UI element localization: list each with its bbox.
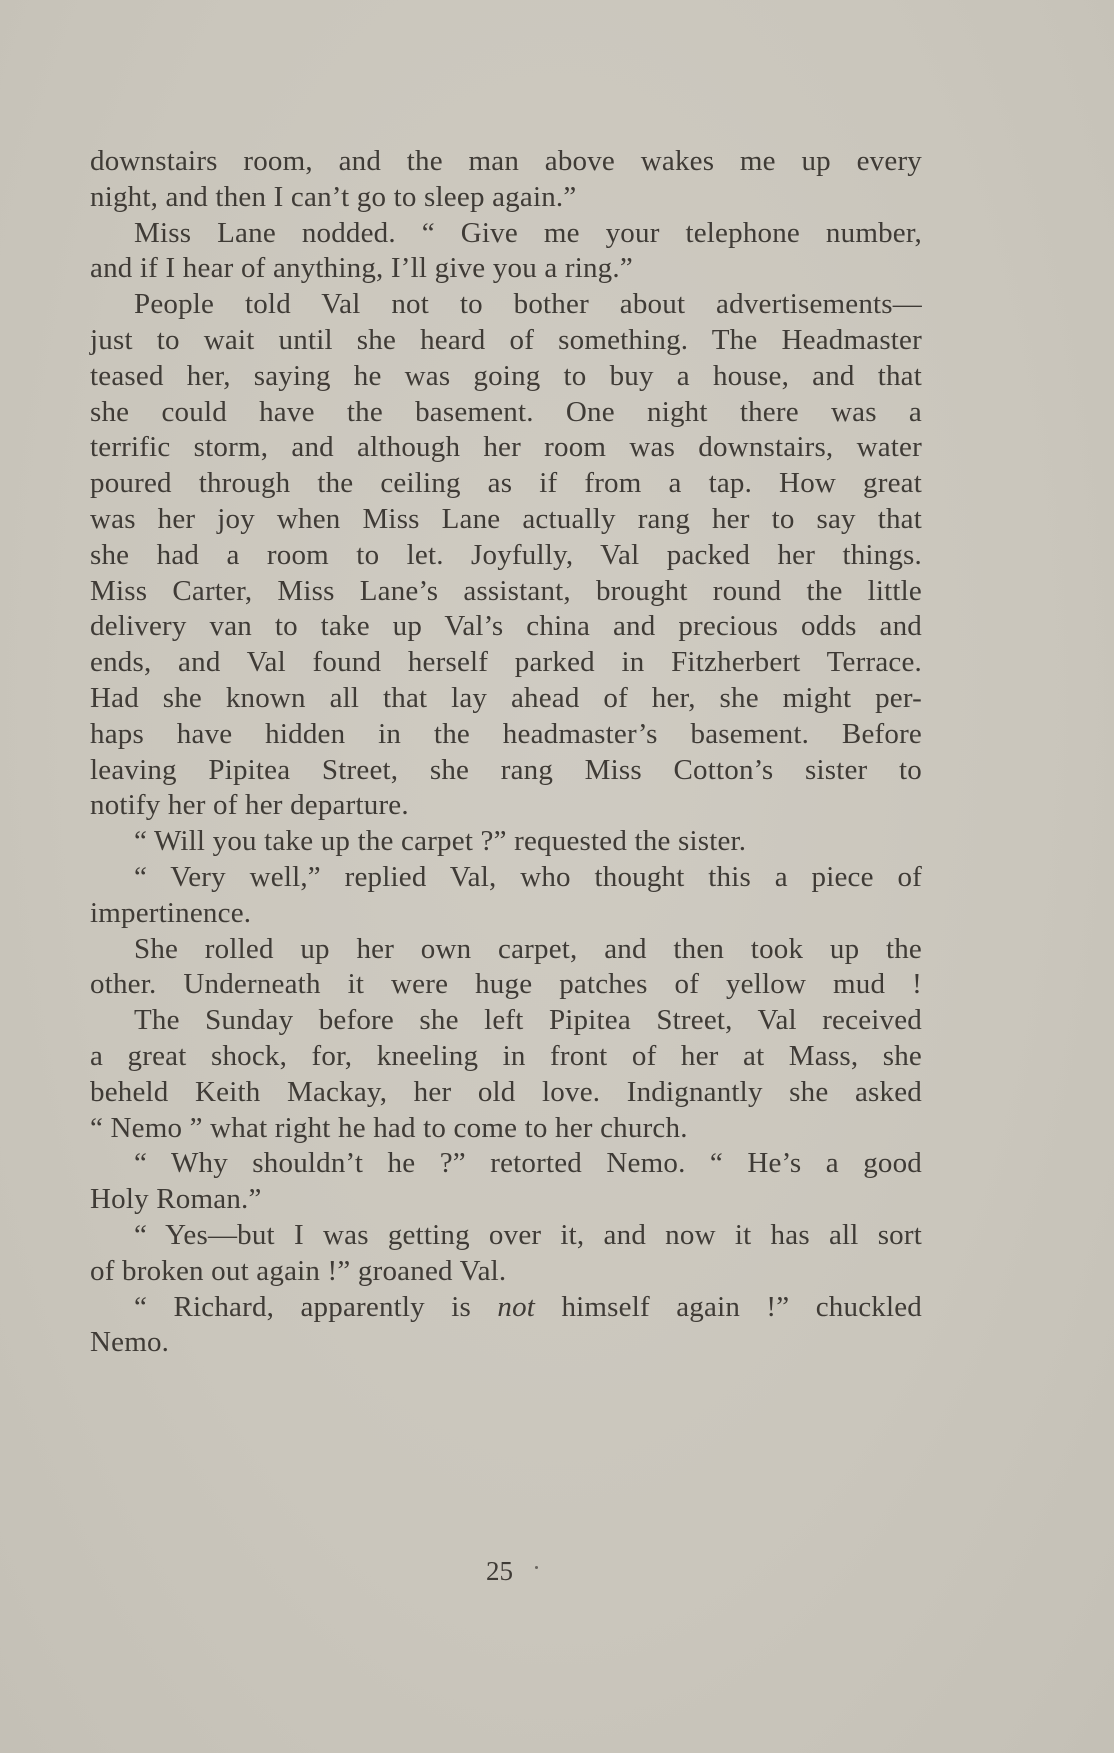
text-line: was her joy when Miss Lane actually rang her to say that	[90, 502, 922, 535]
text-line: “ Yes—but I was getting over it, and now it has all sort	[134, 1218, 922, 1251]
text-line: night, and then I can’t go to sleep again.”	[90, 180, 577, 213]
text-line: she could have the basement. One night there was a	[90, 395, 922, 428]
text-line: notify her of her departure.	[90, 789, 409, 822]
text-line: ends, and Val found herself parked in Fitzherbert Terrace.	[90, 646, 922, 679]
text-line: other. Underneath it were huge patches of yellow mud !	[90, 968, 922, 1001]
text-line: of broken out again !” groaned Val.	[90, 1254, 507, 1287]
body-text	[90, 144, 922, 1361]
text-line	[90, 1290, 922, 1326]
text-segment: “ Richard, apparently is	[134, 1290, 472, 1323]
text-line: Had she known all that lay ahead of her, she might per-	[90, 681, 922, 714]
text-line: poured through the ceiling as if from a tap. How great	[90, 467, 922, 500]
text-line: downstairs room, and the man above wakes me up every	[90, 145, 922, 177]
text-line: “ Nemo ” what right he had to come to her church.	[90, 1111, 688, 1144]
text-line: Miss Lane nodded. “ Give me your telephone number,	[134, 216, 922, 249]
text-line: she had a room to let. Joyfully, Val packed her things.	[90, 538, 922, 571]
text-line: beheld Keith Mackay, her old love. Indignantly she asked	[90, 1075, 922, 1108]
text-line: The Sunday before she left Pipitea Street, Val received	[134, 1004, 922, 1037]
text-line: leaving Pipitea Street, she rang Miss Cotton’s sister to	[90, 753, 922, 786]
italic-word: not	[497, 1290, 536, 1323]
text-line: Miss Carter, Miss Lane’s assistant, brought round the little	[90, 574, 922, 607]
text-line: delivery van to take up Val’s china and precious odds and	[90, 610, 922, 643]
text-line: “ Why shouldn’t he ?” retorted Nemo. “ He’s a good	[134, 1147, 922, 1180]
text-line: teased her, saying he was going to buy a house, and that	[90, 359, 922, 392]
text-line: Nemo.	[90, 1326, 170, 1359]
text-line: and if I hear of anything, I’ll give you a ring.”	[90, 252, 633, 285]
text-line: She rolled up her own carpet, and then took up the	[134, 932, 922, 965]
page-number-dot	[535, 1566, 538, 1569]
text-line: “ Will you take up the carpet ?” requested the sister.	[134, 825, 747, 858]
text-line: “ Very well,” replied Val, who thought this a piece of	[134, 860, 922, 893]
text-segment: himself again !” chuckled	[561, 1290, 923, 1323]
text-line: impertinence.	[90, 896, 252, 929]
text-line: a great shock, for, kneeling in front of her at Mass, she	[90, 1039, 922, 1072]
text-line: People told Val not to bother about advertisements—	[134, 288, 922, 321]
text-line: terrific storm, and although her room was downstairs, water	[90, 431, 922, 464]
text-line: haps have hidden in the headmaster’s basement. Before	[90, 717, 922, 750]
page-number: 25	[486, 1556, 513, 1586]
text-line: just to wait until she heard of something. The Headmaster	[90, 323, 922, 356]
text-line: Holy Roman.”	[90, 1183, 262, 1216]
